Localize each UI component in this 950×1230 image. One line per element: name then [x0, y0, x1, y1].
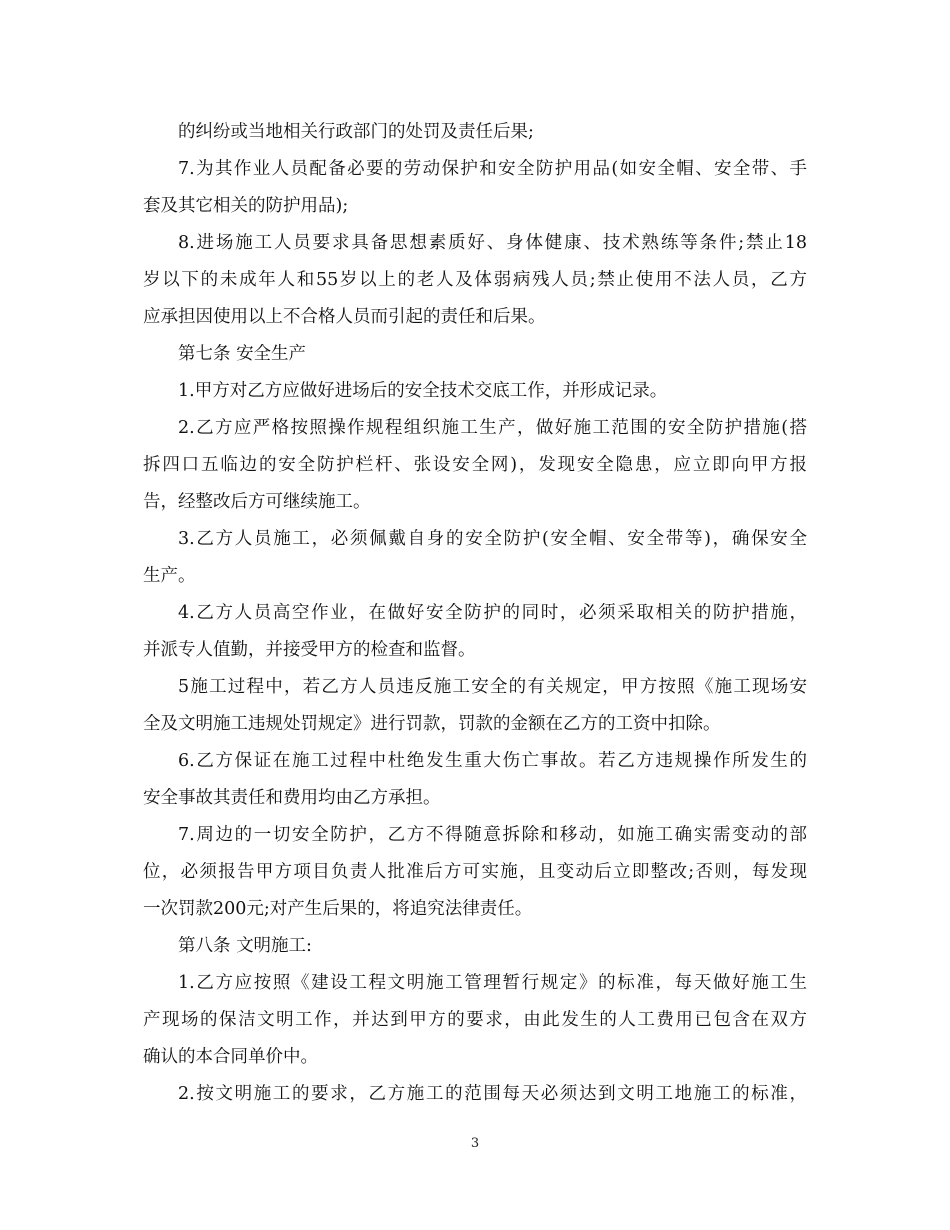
text-line: 确认的本合同单价中。 [143, 1047, 318, 1067]
text-line: 7.为其作业人员配备必要的劳动保护和安全防护用品(如安全帽、安全带、手 [178, 159, 807, 179]
text-line: 一次罚款200元;对产生后果的，将追究法律责任。 [143, 899, 533, 919]
text-line: 1.乙方应按照《建设工程文明施工管理暂行规定》的标准，每天做好施工生 [178, 973, 807, 993]
page-number: 3 [470, 1136, 480, 1151]
text-line: 8.进场施工人员要求具备思想素质好、身体健康、技术熟练等条件;禁止18 [178, 233, 807, 253]
text-line: 第七条 安全生产 [178, 344, 307, 364]
document-body [143, 114, 807, 1113]
text-line: 并派专人值勤，并接受甲方的检查和监督。 [143, 640, 476, 660]
text-line: 4.乙方人员高空作业，在做好安全防护的同时，必须采取相关的防护措施， [178, 603, 807, 623]
text-line: 6.乙方保证在施工过程中杜绝发生重大伤亡事故。若乙方违规操作所发生的 [178, 751, 807, 771]
text-line: 生产。 [143, 566, 196, 586]
text-line: 安全事故其责任和费用均由乙方承担。 [143, 788, 441, 808]
text-line: 3.乙方人员施工，必须佩戴自身的安全防护(安全帽、安全带等)，确保安全 [178, 529, 807, 549]
text-line: 应承担因使用以上不合格人员而引起的责任和后果。 [143, 307, 546, 327]
text-line: 5施工过程中，若乙方人员违反施工安全的有关规定，甲方按照《施工现场安 [178, 677, 807, 697]
text-line: 套及其它相关的防护用品); [143, 196, 349, 216]
text-line: 1.甲方对乙方应做好进场后的安全技术交底工作，并形成记录。 [178, 381, 668, 401]
text-line: 位，必须报告甲方项目负责人批准后方可实施，且变动后立即整改;否则，每发现 [143, 862, 807, 882]
text-line: 2.按文明施工的要求，乙方施工的范围每天必须达到文明工地施工的标准， [178, 1084, 807, 1104]
text-line: 拆四口五临边的安全防护栏杆、张设安全网)，发现安全隐患，应立即向甲方报 [143, 455, 807, 475]
text-line: 全及文明施工违规处罚规定》进行罚款，罚款的金额在乙方的工资中扣除。 [143, 714, 721, 734]
text-line: 2.乙方应严格按照操作规程组织施工生产，做好施工范围的安全防护措施(搭 [178, 418, 807, 438]
text-line: 产现场的保洁文明工作，并达到甲方的要求，由此发生的人工费用已包含在双方 [143, 1010, 807, 1030]
text-line: 7.周边的一切安全防护，乙方不得随意拆除和移动，如施工确实需变动的部 [178, 825, 807, 845]
text-line: 第八条 文明施工: [178, 936, 312, 956]
text-line: 的纠纷或当地相关行政部门的处罚及责任后果; [178, 122, 534, 142]
text-line: 岁以下的未成年人和55岁以上的老人及体弱病残人员;禁止使用不法人员，乙方 [143, 270, 807, 290]
text-line: 告，经整改后方可继续施工。 [143, 492, 371, 512]
